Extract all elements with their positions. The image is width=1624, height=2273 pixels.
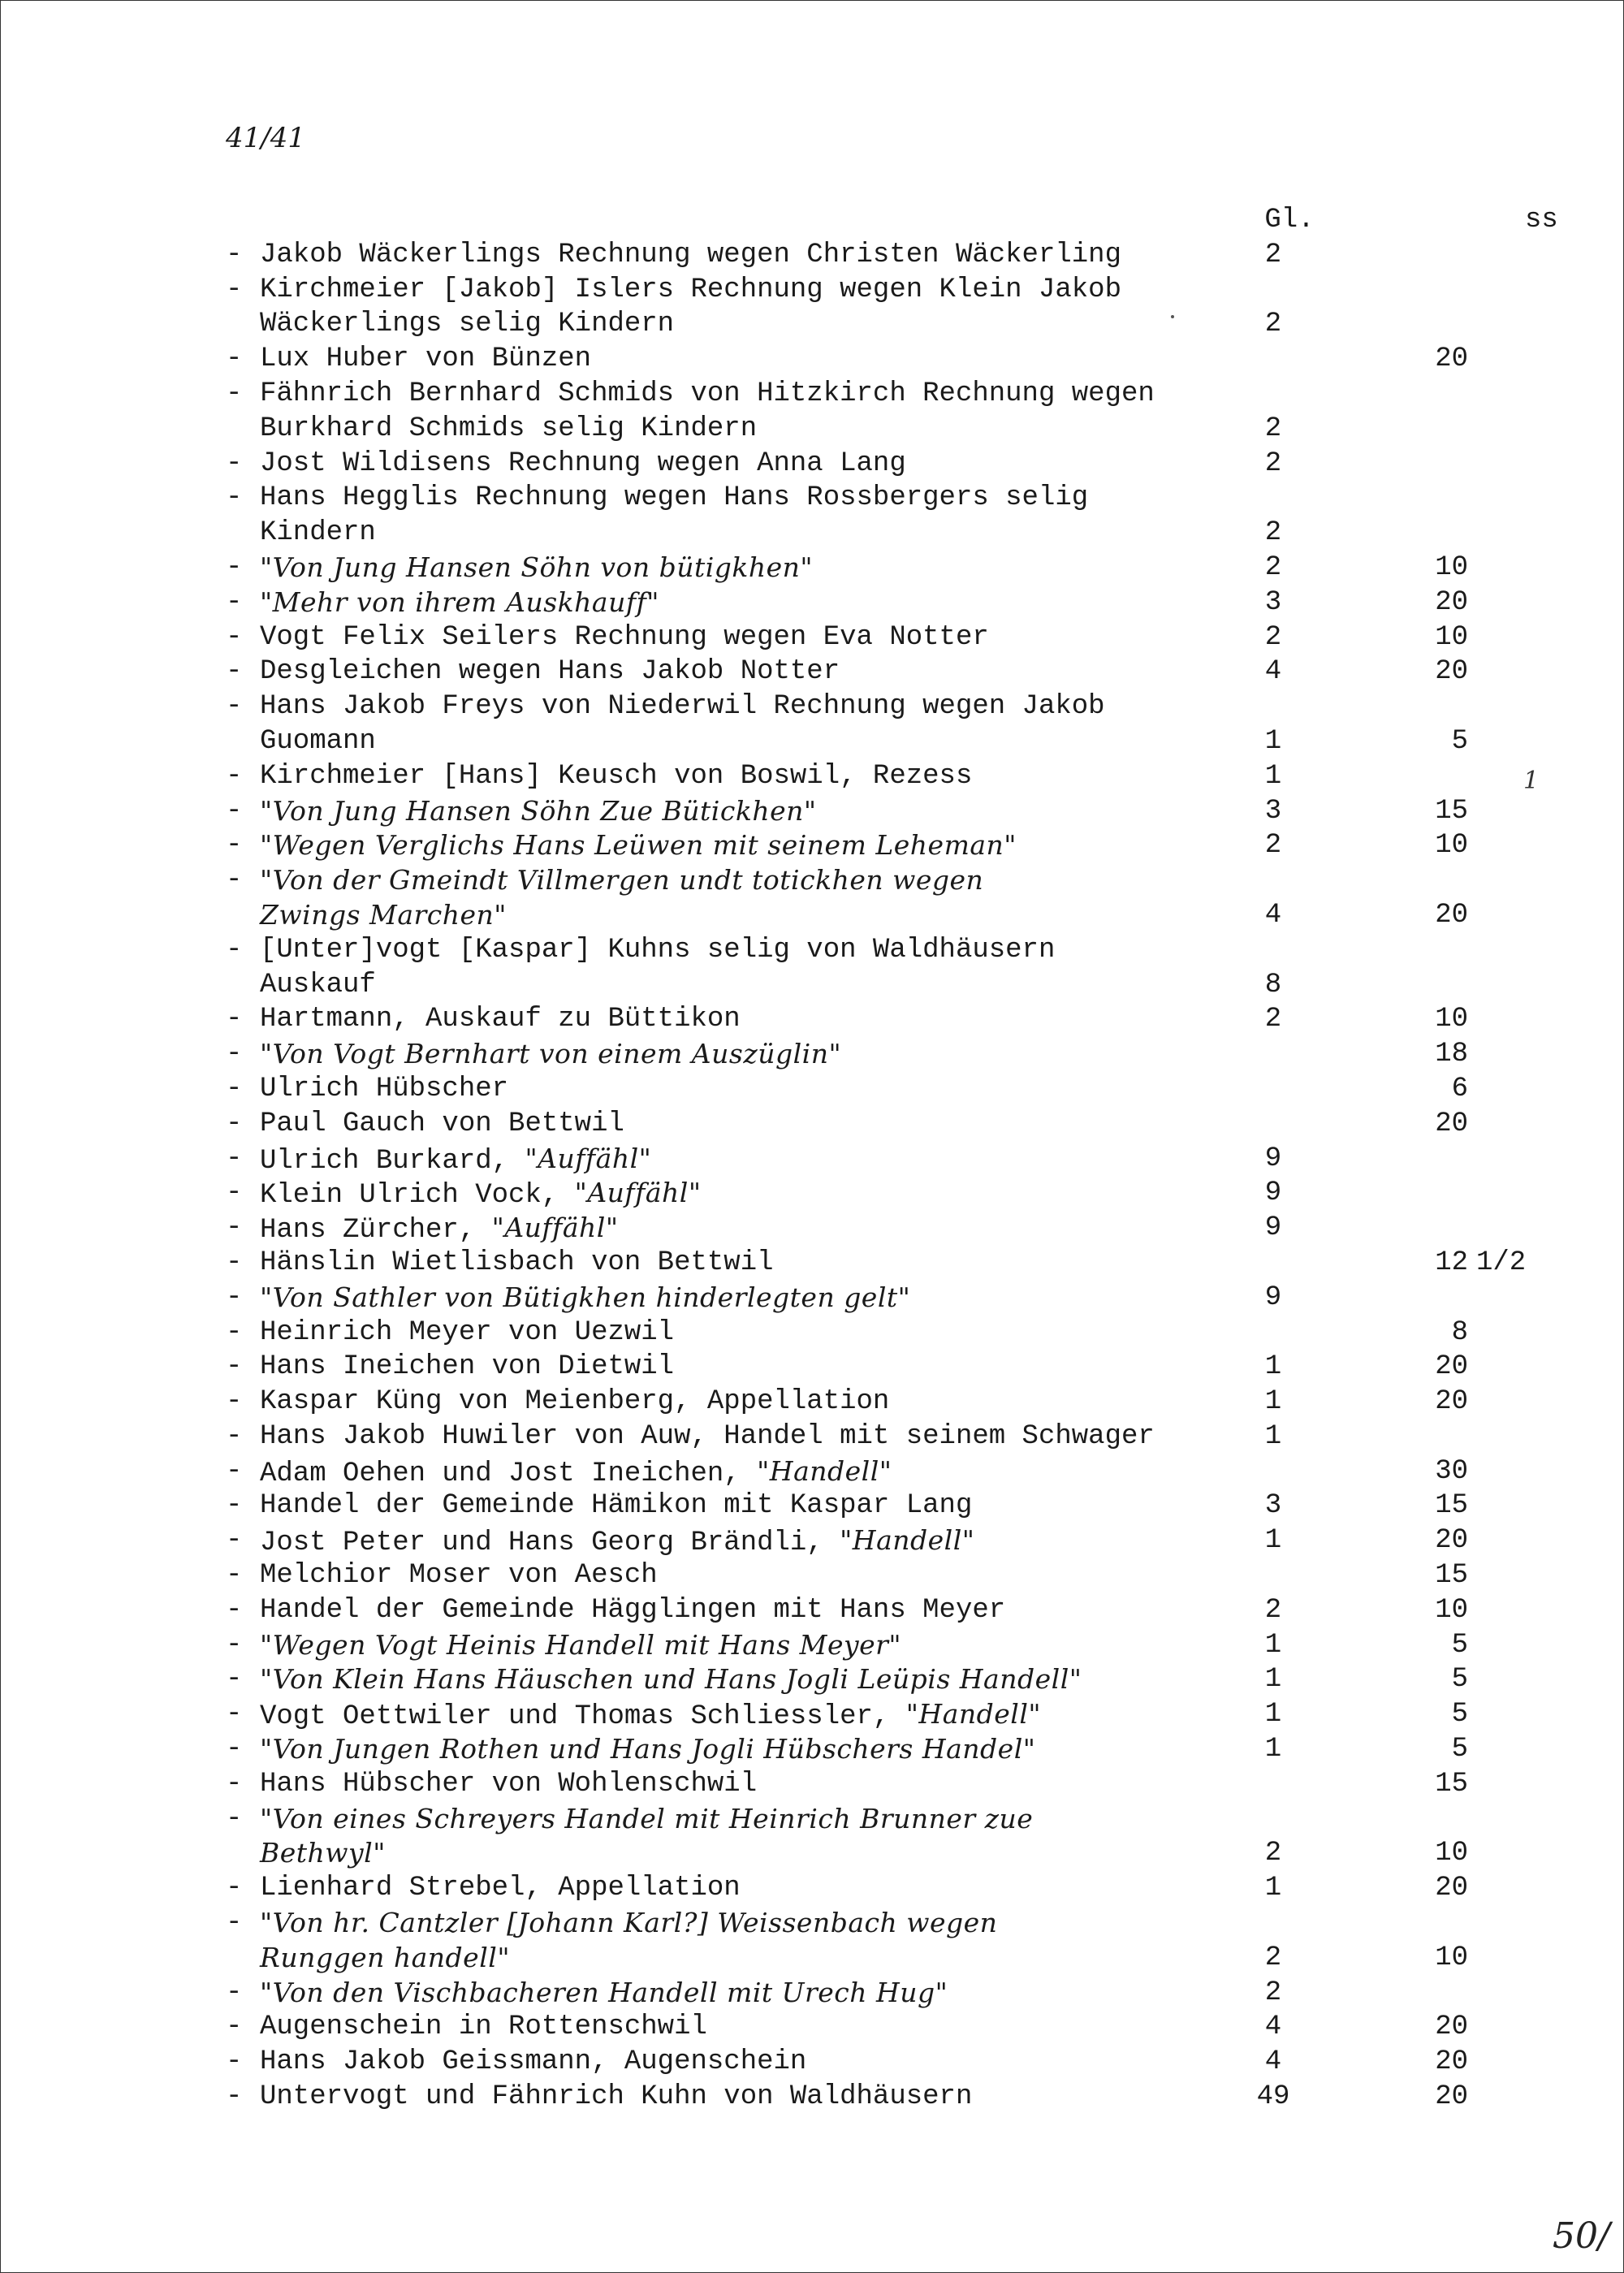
entry-dash: -	[226, 1004, 243, 1035]
entry-text-main: Melchior Moser von Aesch	[260, 1560, 658, 1592]
schilling-amount: 5	[1451, 1699, 1468, 1731]
entry-dash: -	[226, 656, 243, 688]
schilling-fraction: 1/2	[1476, 1247, 1527, 1278]
entry-text-main: Runggen handell"	[260, 1941, 510, 1973]
entry-text-quote: "Auffähl"	[574, 1177, 702, 1209]
entry-text-main: "Wegen Verglichs Hans Leüwen mit seinem Leheman"	[260, 829, 1017, 862]
ledger-entry-line	[226, 1836, 1492, 1871]
ledger-entry-line	[226, 1107, 1492, 1142]
entry-dash: -	[226, 344, 243, 375]
entry-text	[260, 1454, 892, 1492]
entry-text	[260, 1246, 774, 1281]
ledger-entry-line	[226, 1976, 1492, 2011]
ledger-entry-line	[226, 1454, 1492, 1489]
ledger-entry-line	[226, 968, 1492, 1003]
ledger-entry-line	[226, 516, 1492, 551]
entry-dash: -	[226, 621, 243, 653]
entry-dash: -	[226, 482, 243, 514]
entry-dash: -	[226, 795, 243, 827]
gulden-amount: 2	[1264, 413, 1282, 444]
entry-dash: -	[226, 1768, 243, 1800]
entry-dash: -	[226, 586, 243, 618]
entry-dash: -	[226, 1039, 243, 1070]
ledger-entry-line	[226, 551, 1492, 586]
entry-text	[260, 1211, 619, 1248]
schilling-amount: 20	[1435, 1525, 1468, 1557]
gulden-amount: 1	[1264, 1386, 1282, 1418]
column-header-row	[226, 203, 1558, 238]
ledger-entry-line	[226, 1871, 1492, 1906]
entry-text	[260, 1732, 1035, 1770]
entry-dash: -	[226, 1908, 243, 1939]
account-ledger	[226, 203, 1558, 2115]
schilling-amount: 8	[1451, 1316, 1468, 1348]
entry-text	[260, 1420, 1155, 1454]
ledger-entry-line	[226, 1941, 1492, 1976]
schilling-amount: 10	[1435, 621, 1468, 653]
entry-dash: -	[226, 551, 243, 583]
ledger-entry-line	[226, 1002, 1492, 1037]
entry-dash: -	[226, 1560, 243, 1592]
ledger-entry-line	[226, 759, 1492, 794]
entry-text-main: "Von Sathler von Bütigkhen hinderlegten gelt"	[260, 1281, 911, 1313]
entry-text	[260, 1002, 741, 1037]
entry-text-quote: "Auffähl"	[491, 1212, 619, 1244]
entry-text	[260, 1176, 702, 1213]
ledger-entry-line	[226, 586, 1492, 620]
entry-dash: -	[226, 2081, 243, 2113]
entry-dash: -	[226, 1455, 243, 1487]
gulden-amount: 2	[1264, 1977, 1282, 2008]
entry-text-main: Burkhard Schmids selig Kindern	[260, 413, 758, 444]
entry-text	[260, 1976, 948, 2013]
entry-text-main: "Von Klein Hans Häuschen und Hans Jogli Leüpis Handell"	[260, 1663, 1082, 1696]
entry-text-main: Jost Wildisens Rechnung wegen Anna Lang	[260, 447, 906, 479]
entry-dash: -	[226, 1281, 243, 1313]
entry-text-main: Jost Peter und Hans Georg Brändli,	[260, 1528, 840, 1559]
gulden-amount: 49	[1256, 2081, 1290, 2113]
entry-dash: -	[226, 934, 243, 966]
ledger-entry-line	[226, 1072, 1492, 1107]
page-number: 41/41	[226, 122, 305, 154]
gulden-amount: 1	[1264, 1734, 1282, 1765]
schilling-amount: 20	[1435, 656, 1468, 688]
entry-text-main: "Von hr. Cantzler [Johann Karl?] Weissenbach wegen	[260, 1907, 998, 1939]
entry-text	[260, 828, 1017, 866]
entry-dash: -	[226, 447, 243, 479]
ledger-entry-line	[226, 1037, 1492, 1072]
ledger-entry-line	[226, 412, 1492, 447]
gulden-amount: 1	[1264, 1351, 1282, 1383]
schilling-amount: 10	[1435, 1004, 1468, 1035]
ledger-entry-line	[226, 1142, 1492, 1177]
ledger-entry-line	[226, 1246, 1527, 1281]
entry-text-main: Klein Ulrich Vock,	[260, 1180, 575, 1212]
ledger-entry-line	[226, 1176, 1492, 1211]
entry-text-main: Handel der Gemeinde Hämikon mit Kaspar Lang	[260, 1490, 973, 1522]
entry-text-main: Paul Gauch von Bettwil	[260, 1108, 624, 1139]
gulden-amount: 2	[1264, 830, 1282, 862]
ledger-entry-line	[226, 342, 1492, 377]
entry-text-main: Adam Oehen und Jost Ineichen,	[260, 1458, 758, 1489]
entry-dash: -	[226, 2046, 243, 2078]
schilling-amount: 10	[1435, 830, 1468, 862]
entry-text	[260, 1662, 1082, 1700]
entry-text	[260, 1489, 972, 1523]
ledger-entry-line	[226, 724, 1492, 759]
entry-text	[260, 447, 906, 482]
entry-dash: -	[226, 691, 243, 723]
schilling-amount: 12	[1435, 1247, 1468, 1278]
entry-text-main: Desgleichen wegen Hans Jakob Notter	[260, 656, 840, 688]
gulden-amount: 4	[1264, 2012, 1282, 2043]
entry-text-main: Handel der Gemeinde Hägglingen mit Hans Meyer	[260, 1594, 1006, 1626]
schilling-amount: 20	[1435, 586, 1468, 618]
entry-text-main: Kirchmeier [Jakob] Islers Rechnung wegen Klein Jakob	[260, 274, 1121, 305]
gulden-amount: 1	[1264, 725, 1282, 757]
entry-text	[260, 759, 972, 794]
entry-text-main: Augenschein in Rottenschwil	[260, 2012, 707, 2043]
ledger-entries	[226, 238, 1527, 2115]
schilling-amount: 10	[1435, 1942, 1468, 1973]
entry-text-main: Auskauf	[260, 969, 376, 1000]
entry-text	[260, 1628, 901, 1666]
entry-text	[260, 342, 591, 377]
gulden-amount: 2	[1264, 447, 1282, 479]
entry-text-main: Bethwyl"	[260, 1837, 386, 1869]
entry-text-main: "Von Jung Hansen Söhn von bütigkhen"	[260, 551, 814, 583]
schilling-amount: 20	[1435, 1386, 1468, 1418]
schilling-amount: 10	[1435, 551, 1468, 583]
schilling-amount: 20	[1435, 899, 1468, 931]
gulden-amount: 2	[1264, 551, 1282, 583]
ink-speck	[1171, 315, 1174, 318]
ledger-entry-line	[226, 2010, 1492, 2045]
entry-dash: -	[226, 1108, 243, 1139]
ledger-entry-line	[226, 1767, 1492, 1802]
entry-dash: -	[226, 1212, 243, 1244]
schilling-amount: 15	[1435, 1560, 1468, 1592]
entry-text-main: "Von Vogt Bernhart von einem Auszüglin"	[260, 1038, 842, 1070]
entry-dash: -	[226, 378, 243, 409]
entry-dash: -	[226, 830, 243, 862]
ledger-entry-line	[226, 933, 1492, 968]
ledger-entry-line	[226, 1628, 1492, 1663]
gulden-amount: 2	[1264, 1004, 1282, 1035]
schilling-column-header: ss	[1525, 205, 1558, 236]
entry-text	[260, 1072, 508, 1107]
ledger-entry-line	[226, 1697, 1492, 1732]
entry-text-main: Hänslin Wietlisbach von Bettwil	[260, 1247, 774, 1278]
gulden-amount: 2	[1264, 1838, 1282, 1869]
entry-text-main: Ulrich Burkard,	[260, 1145, 525, 1177]
entry-text-main: [Unter]vogt [Kaspar] Kuhns selig von Waldhäusern	[260, 934, 1056, 966]
entry-dash: -	[226, 1178, 243, 1209]
schilling-amount: 20	[1435, 1108, 1468, 1139]
gulden-amount: 3	[1264, 795, 1282, 827]
entry-text	[260, 2010, 707, 2045]
entry-text-quote: "Handell"	[840, 1524, 975, 1557]
entry-text-main: "Mehr von ihrem Auskhauff"	[260, 586, 659, 618]
gulden-amount: 9	[1264, 1143, 1282, 1174]
gulden-amount: 2	[1264, 1594, 1282, 1626]
entry-text	[260, 655, 840, 689]
ledger-entry-line	[226, 1489, 1492, 1523]
entry-dash: -	[226, 1490, 243, 1522]
entry-text	[260, 2080, 972, 2115]
entry-text	[260, 863, 983, 901]
ledger-entry-line	[226, 377, 1492, 412]
entry-dash: -	[226, 865, 243, 897]
entry-text-main: Hans Zürcher,	[260, 1215, 492, 1247]
entry-text	[260, 968, 376, 1003]
gulden-column-header: Gl.	[1264, 205, 1315, 236]
ledger-entry-line	[226, 898, 1492, 933]
entry-text	[260, 1107, 624, 1142]
entry-text	[260, 1558, 658, 1593]
entry-text	[260, 933, 1055, 968]
ledger-entry-line	[226, 1281, 1492, 1316]
entry-text	[260, 481, 1088, 516]
entry-text-main: Hans Jakob Freys von Niederwil Rechnung wegen Jakob	[260, 691, 1105, 723]
entry-dash: -	[226, 760, 243, 792]
entry-dash: -	[226, 1316, 243, 1348]
ledger-entry-line	[226, 1558, 1492, 1593]
schilling-amount: 15	[1435, 795, 1468, 827]
entry-text-main: Untervogt und Fähnrich Kuhn von Waldhäusern	[260, 2081, 973, 2113]
ledger-entry-line	[226, 655, 1492, 689]
ledger-entry-line	[226, 620, 1492, 655]
entry-text	[260, 1767, 757, 1802]
entry-text	[260, 1385, 889, 1420]
entry-text-main: Guomann	[260, 725, 376, 757]
schilling-amount: 6	[1451, 1073, 1468, 1104]
entry-text-main: "Wegen Vogt Heinis Handell mit Hans Meyer"	[260, 1628, 902, 1661]
gulden-amount: 9	[1264, 1178, 1282, 1209]
entry-text	[260, 551, 813, 588]
schilling-amount: 30	[1435, 1455, 1468, 1487]
entry-text	[260, 1871, 741, 1906]
entry-text	[260, 307, 674, 342]
ledger-entry-line	[226, 1593, 1492, 1628]
entry-text-main: "Von eines Schreyers Handel mit Heinrich Brunner zue	[260, 1802, 1034, 1834]
schilling-amount: 20	[1435, 1873, 1468, 1904]
gulden-amount: 2	[1264, 517, 1282, 549]
schilling-amount: 10	[1435, 1594, 1468, 1626]
entry-text-quote: "Handell"	[757, 1454, 892, 1487]
entry-dash: -	[226, 274, 243, 305]
ledger-entry-line	[226, 1350, 1492, 1385]
entry-text	[260, 898, 507, 936]
entry-text-main: "Von der Gmeindt Villmergen undt totickhen wegen	[260, 864, 984, 897]
gulden-amount: 1	[1264, 760, 1282, 792]
entry-dash: -	[226, 1734, 243, 1765]
ledger-entry-line	[226, 1211, 1492, 1246]
entry-text	[260, 620, 989, 655]
entry-text	[260, 273, 1121, 308]
gulden-amount: 9	[1264, 1281, 1282, 1313]
schilling-amount: 18	[1435, 1039, 1468, 1070]
entry-text-quote: "Auffähl"	[525, 1142, 652, 1174]
entry-text	[260, 1316, 674, 1350]
schilling-amount: 15	[1435, 1768, 1468, 1800]
entry-text-main: "Von den Vischbacheren Handell mit Urech Hug"	[260, 1976, 948, 2008]
ledger-entry-line	[226, 2080, 1492, 2115]
entry-text	[260, 724, 376, 759]
ledger-entry-line	[226, 273, 1492, 308]
entry-dash: -	[226, 1143, 243, 1174]
entry-text-main: "Von Jungen Rothen und Hans Jogli Hübschers Handel"	[260, 1733, 1036, 1765]
ledger-entry-line	[226, 1420, 1492, 1454]
entry-text-main: Vogt Oettwiler und Thomas Schliessler,	[260, 1701, 906, 1733]
entry-dash: -	[226, 1525, 243, 1557]
schilling-amount: 20	[1435, 2012, 1468, 2043]
entry-text-main: Kaspar Küng von Meienberg, Appellation	[260, 1386, 890, 1418]
entry-text	[260, 1593, 1005, 1628]
gulden-amount: 3	[1264, 586, 1282, 618]
entry-dash: -	[226, 1664, 243, 1696]
schilling-amount: 5	[1451, 725, 1468, 757]
gulden-amount: 4	[1264, 2046, 1282, 2078]
gulden-amount: 1	[1264, 1629, 1282, 1661]
entry-text-main: Ulrich Hübscher	[260, 1073, 509, 1104]
entry-text-main: Vogt Felix Seilers Rechnung wegen Eva Notter	[260, 621, 989, 653]
schilling-amount: 5	[1451, 1664, 1468, 1696]
ledger-entry-line	[226, 1802, 1492, 1837]
margin-mark: 1	[1523, 767, 1540, 795]
entry-text-main: Hans Jakob Huwiler von Auw, Handel mit seinem Schwager	[260, 1420, 1155, 1452]
gulden-amount: 2	[1264, 309, 1282, 340]
schilling-amount: 20	[1435, 2046, 1468, 2078]
ledger-entry-line	[226, 1906, 1492, 1941]
entry-text-main: Heinrich Meyer von Uezwil	[260, 1316, 675, 1348]
entry-text-main: Hans Jakob Geissmann, Augenschein	[260, 2046, 807, 2078]
gulden-amount: 4	[1264, 656, 1282, 688]
schilling-amount: 10	[1435, 1838, 1468, 1869]
schilling-amount: 20	[1435, 344, 1468, 375]
ledger-entry-line	[226, 1385, 1492, 1420]
entry-text-main: Lienhard Strebel, Appellation	[260, 1873, 741, 1904]
gulden-amount: 1	[1264, 1420, 1282, 1452]
entry-dash: -	[226, 1351, 243, 1383]
ledger-entry-line	[226, 481, 1492, 516]
gulden-amount: 1	[1264, 1873, 1282, 1904]
entry-text	[260, 1142, 651, 1179]
entry-text	[260, 1836, 386, 1873]
entry-dash: -	[226, 1629, 243, 1661]
gulden-amount: 9	[1264, 1212, 1282, 1244]
schilling-amount: 5	[1451, 1629, 1468, 1661]
entry-dash: -	[226, 1594, 243, 1626]
entry-text	[260, 1802, 1033, 1839]
entry-text	[260, 412, 757, 447]
entry-text	[260, 689, 1105, 724]
gulden-amount: 1	[1264, 1664, 1282, 1696]
entry-text-main: Kirchmeier [Hans] Keusch von Boswil, Rezess	[260, 760, 973, 792]
entry-text-main: Jakob Wäckerlings Rechnung wegen Christen Wäckerling	[260, 239, 1121, 270]
gulden-amount: 1	[1264, 1699, 1282, 1731]
gulden-amount: 2	[1264, 1942, 1282, 1973]
entry-dash: -	[226, 1803, 243, 1834]
entry-text	[260, 238, 1121, 273]
page-stamp: 50/	[1553, 2215, 1610, 2257]
ledger-entry-line	[226, 689, 1492, 724]
entry-text	[260, 516, 376, 551]
gulden-amount: 3	[1264, 1490, 1282, 1522]
schilling-amount: 20	[1435, 2081, 1468, 2113]
ledger-entry-line	[226, 307, 1492, 342]
ledger-entry-line	[226, 794, 1492, 829]
entry-text	[260, 1941, 510, 1978]
entry-text-main: Wäckerlings selig Kindern	[260, 309, 675, 340]
entry-text	[260, 586, 659, 623]
entry-text-main: Fähnrich Bernhard Schmids von Hitzkirch Rechnung wegen	[260, 378, 1155, 409]
ledger-entry-line	[226, 863, 1492, 898]
ledger-entry-line	[226, 828, 1492, 863]
ledger-entry-line	[226, 2045, 1492, 2080]
ledger-entry-line	[226, 1316, 1492, 1350]
entry-dash: -	[226, 239, 243, 270]
entry-text-main: Hans Ineichen von Dietwil	[260, 1351, 675, 1383]
entry-dash: -	[226, 1873, 243, 1904]
entry-text-main: Zwings Marchen"	[260, 898, 507, 931]
ledger-entry-line	[226, 1732, 1492, 1767]
ledger-entry-line	[226, 1523, 1492, 1558]
entry-text	[260, 1523, 974, 1561]
gulden-amount: 2	[1264, 621, 1282, 653]
entry-dash: -	[226, 1699, 243, 1731]
entry-text	[260, 1697, 1041, 1735]
entry-text-main: Hartmann, Auskauf zu Büttikon	[260, 1004, 741, 1035]
schilling-amount: 20	[1435, 1351, 1468, 1383]
entry-text-main: "Von Jung Hansen Söhn Zue Bütickhen"	[260, 794, 817, 827]
entry-text	[260, 794, 817, 832]
entry-dash: -	[226, 1247, 243, 1278]
entry-text	[260, 1281, 910, 1318]
gulden-amount: 1	[1264, 1525, 1282, 1557]
entry-text	[260, 2045, 806, 2080]
entry-dash: -	[226, 1977, 243, 2008]
ledger-entry-line	[226, 1662, 1492, 1697]
entry-text-main: Kindern	[260, 517, 376, 549]
entry-text	[260, 1037, 841, 1074]
entry-text	[260, 1906, 997, 1943]
entry-text	[260, 1350, 674, 1385]
schilling-amount: 5	[1451, 1734, 1468, 1765]
entry-dash: -	[226, 2012, 243, 2043]
entry-text	[260, 377, 1155, 412]
gulden-amount: 4	[1264, 899, 1282, 931]
entry-dash: -	[226, 1073, 243, 1104]
entry-dash: -	[226, 1420, 243, 1452]
gulden-amount: 2	[1264, 239, 1282, 270]
entry-text-quote: "Handell"	[905, 1698, 1042, 1731]
entry-text-main: Hans Hübscher von Wohlenschwil	[260, 1768, 758, 1800]
entry-text-main: Hans Hegglis Rechnung wegen Hans Rossbergers selig	[260, 482, 1089, 514]
schilling-amount: 15	[1435, 1490, 1468, 1522]
entry-dash: -	[226, 1386, 243, 1418]
ledger-entry-line	[226, 447, 1492, 482]
ledger-entry-line	[226, 238, 1492, 273]
entry-text-main: Lux Huber von Bünzen	[260, 344, 592, 375]
gulden-amount: 8	[1264, 969, 1282, 1000]
